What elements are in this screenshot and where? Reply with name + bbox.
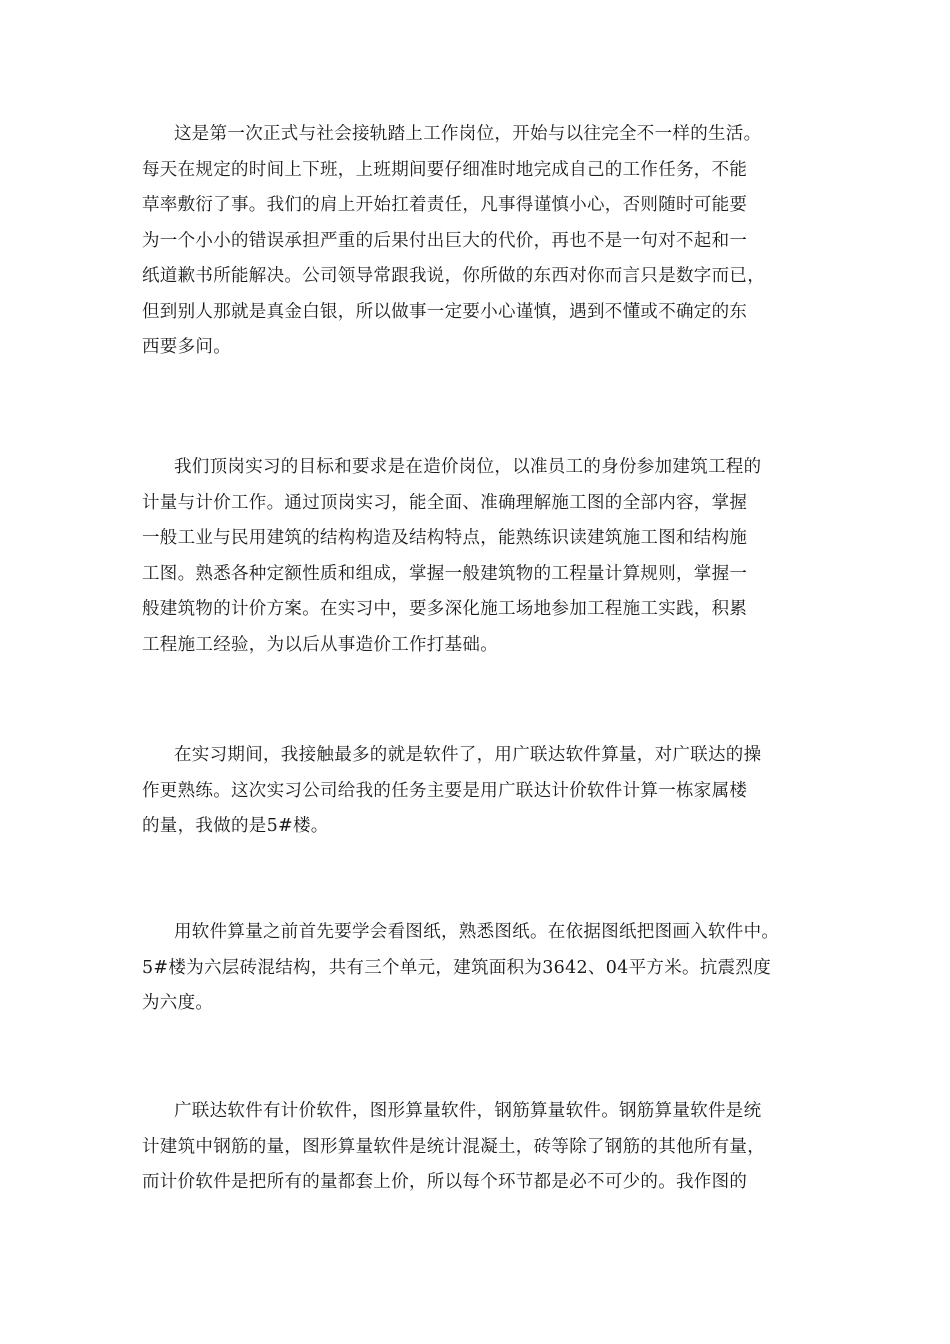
paragraph-internship-goals [142,450,822,663]
text-line: 的量，我做的是5#楼。 [142,816,329,836]
text-line: 草率敷衍了事。我们的肩上开始扛着责任，凡事得谨慎小心，否则随时可能要 [142,195,748,215]
text-line: 工图。熟悉各种定额性质和组成，掌握一般建筑物的工程量计算规则，掌握一 [142,563,748,584]
text-line: 为一个小小的错误承担严重的后果付出巨大的代价，再也不是一句对不起和一 [142,230,748,251]
text-line: 广联达软件有计价软件，图形算量软件，钢筋算量软件。钢筋算量软件是统 [174,1101,762,1121]
text-line: 工程施工经验，为以后从事造价工作打基础。 [142,634,498,655]
text-line: 每天在规定的时间上下班，上班期间要仔细准时地完成自己的工作任务，不能 [142,159,748,180]
text-line: 在实习期间，我接触最多的就是软件了，用广联达软件算量，对广联达的操 [174,745,762,765]
paragraph-software-types [142,1094,822,1201]
text-line: 计量与计价工作。通过顶岗实习，能全面、准确理解施工图的全部内容，掌握 [142,492,748,513]
text-line: 计建筑中钢筋的量，图形算量软件是统计混凝土，砖等除了钢筋的其他所有量， [142,1136,765,1157]
text-line: 一般工业与民用建筑的结构构造及结构特点，能熟练识读建筑施工图和结构施 [142,528,748,548]
text-line: 这是第一次正式与社会接轨踏上工作岗位，开始与以往完全不一样的生活。 [174,124,762,144]
text-line: 西要多问。 [142,337,231,357]
text-line: 5#楼为六层砖混结构，共有三个单元，建筑面积为3642、04平方米。抗震烈度 [142,957,771,978]
text-line: 但到别人那就是真金白银，所以做事一定要小心谨慎，遇到不懂或不确定的东 [142,301,748,322]
text-line: 我们顶岗实习的目标和要求是在造价岗位，以准员工的身份参加建筑工程的 [174,457,762,477]
text-line: 而计价软件是把所有的量都套上价，所以每个环节都是必不可少的。我作图的 [142,1172,748,1192]
text-line: 作更熟练。这次实习公司给我的任务主要是用广联达计价软件计算一栋家属楼 [142,780,748,801]
text-line: 般建筑物的计价方案。在实习中，要多深化施工场地参加工程施工实践，积累 [142,599,748,619]
paragraph-reading-drawings [142,915,822,1022]
text-line: 用软件算量之前首先要学会看图纸，熟悉图纸。在依据图纸把图画入软件中。 [174,922,780,942]
paragraph-software-use [142,738,822,845]
text-line: 为六度。 [142,993,214,1013]
paragraph-first-job [142,117,822,366]
text-line: 纸道歉书所能解决。公司领导常跟我说，你所做的东西对你而言只是数字而已， [142,266,765,286]
